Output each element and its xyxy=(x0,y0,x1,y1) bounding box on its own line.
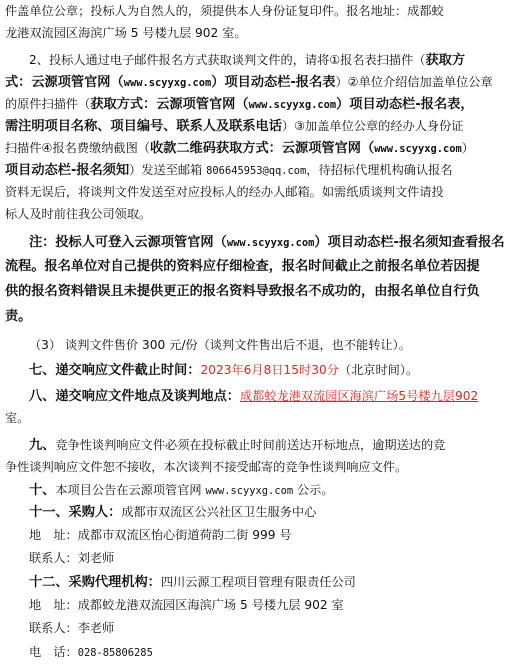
price-text: （3） 谈判文件售价 300 元/份（谈判文件售出后不退，也不能转让）。 xyxy=(29,338,411,352)
agency-address: 成都蛟龙港双流园区海滨广场 5 号楼九层 902 室 xyxy=(77,598,344,612)
website-link[interactable]: www.scyyxg.com xyxy=(123,77,212,89)
para-text: ）发送至邮箱 xyxy=(129,163,207,177)
field-label: 联系人： xyxy=(29,551,78,565)
para-bold-text: 需注明项目名称、项目编号、联系人及联系电话 xyxy=(5,119,282,134)
location-line xyxy=(29,387,479,405)
field-label: 联系人： xyxy=(29,621,78,635)
field-label: 地 址： xyxy=(29,598,78,612)
para-text: 本项目公告在云源项管官网 xyxy=(55,483,206,497)
section-heading: 八、递交响应文件地点及谈判地点： xyxy=(29,389,240,404)
registration-address-cont: 龙港双流园区海滨广场 5 号楼九层 902 室。 xyxy=(5,26,247,40)
note-line xyxy=(5,258,480,276)
section-heading: 十一、采购人： xyxy=(29,505,122,520)
agency-contact-line xyxy=(29,619,480,637)
publication-line xyxy=(29,481,480,499)
agency-line xyxy=(29,573,480,591)
para-bold-text: 获取方式：云源项管官网（ xyxy=(90,97,249,112)
para-bold-text: 式：云源项管官网（ xyxy=(5,75,124,90)
para-text: 2、投标人通过电子邮件报名方式获取谈判文件的，请将①报名表扫描件（ xyxy=(29,53,426,67)
note-line xyxy=(5,283,480,301)
late-submission-line xyxy=(29,436,449,454)
note-text: 供的报名资料错误且未提供更正的报名资料导致报名不成功的，由报名单位自行负 xyxy=(5,284,480,299)
para-text: ）②单位介绍信加盖单位公章 xyxy=(335,75,493,89)
para-text: 的原件扫描件（ xyxy=(5,97,91,111)
deadline-line xyxy=(29,361,480,379)
purchaser-contact-line xyxy=(29,549,480,567)
para-text: 公示。 xyxy=(293,483,334,497)
agency-contact: 李老师 xyxy=(77,621,115,635)
para-text: ）③加盖单位公章的经办人身份证 xyxy=(281,119,464,133)
deadline-time: 2023年6月8日15时30分 xyxy=(200,363,339,377)
price-line xyxy=(29,336,480,354)
note-text: 流程。报名单位对自己提供的资料应仔细检查，报名时间截止之前报名单位若因提 xyxy=(5,259,480,274)
para-bold-text: 收款二维码获取方式：云源项管官网（ xyxy=(150,141,375,156)
para-bold-text: ）项目动态栏-报名表， xyxy=(336,97,474,112)
para-text: 扫描件④报名费缴纳截图（ xyxy=(5,141,150,155)
para-text: 标人及时前往我公司领取。 xyxy=(5,207,152,221)
text-line xyxy=(5,409,456,427)
website-link[interactable]: www.scyyxg.com xyxy=(374,143,462,155)
timezone-text: （北京时间）。 xyxy=(338,363,419,377)
email-registration-para xyxy=(29,51,466,69)
location-tail: 室。 xyxy=(5,411,30,425)
purchaser-name: 成都市双流区公兴社区卫生服务中心 xyxy=(121,505,317,519)
text-line xyxy=(5,95,474,113)
text-line xyxy=(5,161,456,179)
para-text: ） xyxy=(461,141,474,155)
website-link[interactable]: www.scyyxg.com xyxy=(248,99,337,111)
para-text: ，待招标代理机构确认报名 xyxy=(306,163,453,177)
agency-phone: 028-85806285 xyxy=(77,647,153,659)
email-address[interactable]: 806645953@qq.com xyxy=(206,165,307,177)
registration-address-text: 件盖单位公章；投标人为自然人的，须提供本人身份证复印件。报名地址：成都蛟 xyxy=(5,4,444,18)
para-bold-text: ）项目动态栏-报名表 xyxy=(211,75,336,90)
submission-address: 成都蛟龙港双流园区海滨广场5号楼九层902 xyxy=(240,389,479,403)
agency-name: 四川云源工程项目管理有限责任公司 xyxy=(160,575,356,589)
website-link[interactable]: www.scyyxg.com xyxy=(205,485,294,497)
note-text: 责。 xyxy=(5,309,32,324)
section-heading: 九、 xyxy=(29,438,56,453)
website-link[interactable]: www.scyyxg.com xyxy=(226,237,315,249)
section-heading: 七、递交响应文件截止时间： xyxy=(29,363,201,378)
field-label: 电 话： xyxy=(29,645,78,659)
note-line xyxy=(5,308,456,326)
purchaser-address: 成都市双流区怡心街道荷韵二街 999 号 xyxy=(77,528,292,542)
text-line xyxy=(5,73,493,91)
para-bold-text: 项目动态栏-报名须知 xyxy=(5,163,130,178)
agency-phone-line xyxy=(29,643,480,661)
text-line xyxy=(5,24,456,42)
text-line xyxy=(5,2,446,20)
text-line xyxy=(5,117,464,135)
note-text: 注：投标人可登入云源项管官网（ xyxy=(29,235,227,250)
section-heading: 十、 xyxy=(29,483,56,498)
note-line xyxy=(29,233,505,251)
para-text: 资料无误后，将谈判文件发送至对应投标人的经办人邮箱。如需纸质谈判文件请投 xyxy=(5,185,444,199)
section-heading: 十二、采购代理机构： xyxy=(29,575,161,590)
text-line xyxy=(5,458,456,476)
purchaser-address-line xyxy=(29,526,480,544)
text-line xyxy=(5,139,474,157)
para-bold-text: 获取方 xyxy=(425,53,466,68)
para-text: 竞争性谈判响应文件必须在投标截止时间前送达开标地点，逾期送达的竞 xyxy=(55,438,446,452)
text-line xyxy=(5,183,456,201)
text-line xyxy=(5,205,456,223)
agency-address-line xyxy=(29,596,480,614)
purchaser-contact: 刘老师 xyxy=(77,551,115,565)
para-text: 争性谈判响应文件恕不接收，本次谈判不接受邮寄的竞争性谈判响应文件。 xyxy=(5,460,408,474)
note-text: ）项目动态栏-报名须知查看报名 xyxy=(314,235,505,250)
purchaser-line xyxy=(29,503,480,521)
field-label: 地 址： xyxy=(29,528,78,542)
